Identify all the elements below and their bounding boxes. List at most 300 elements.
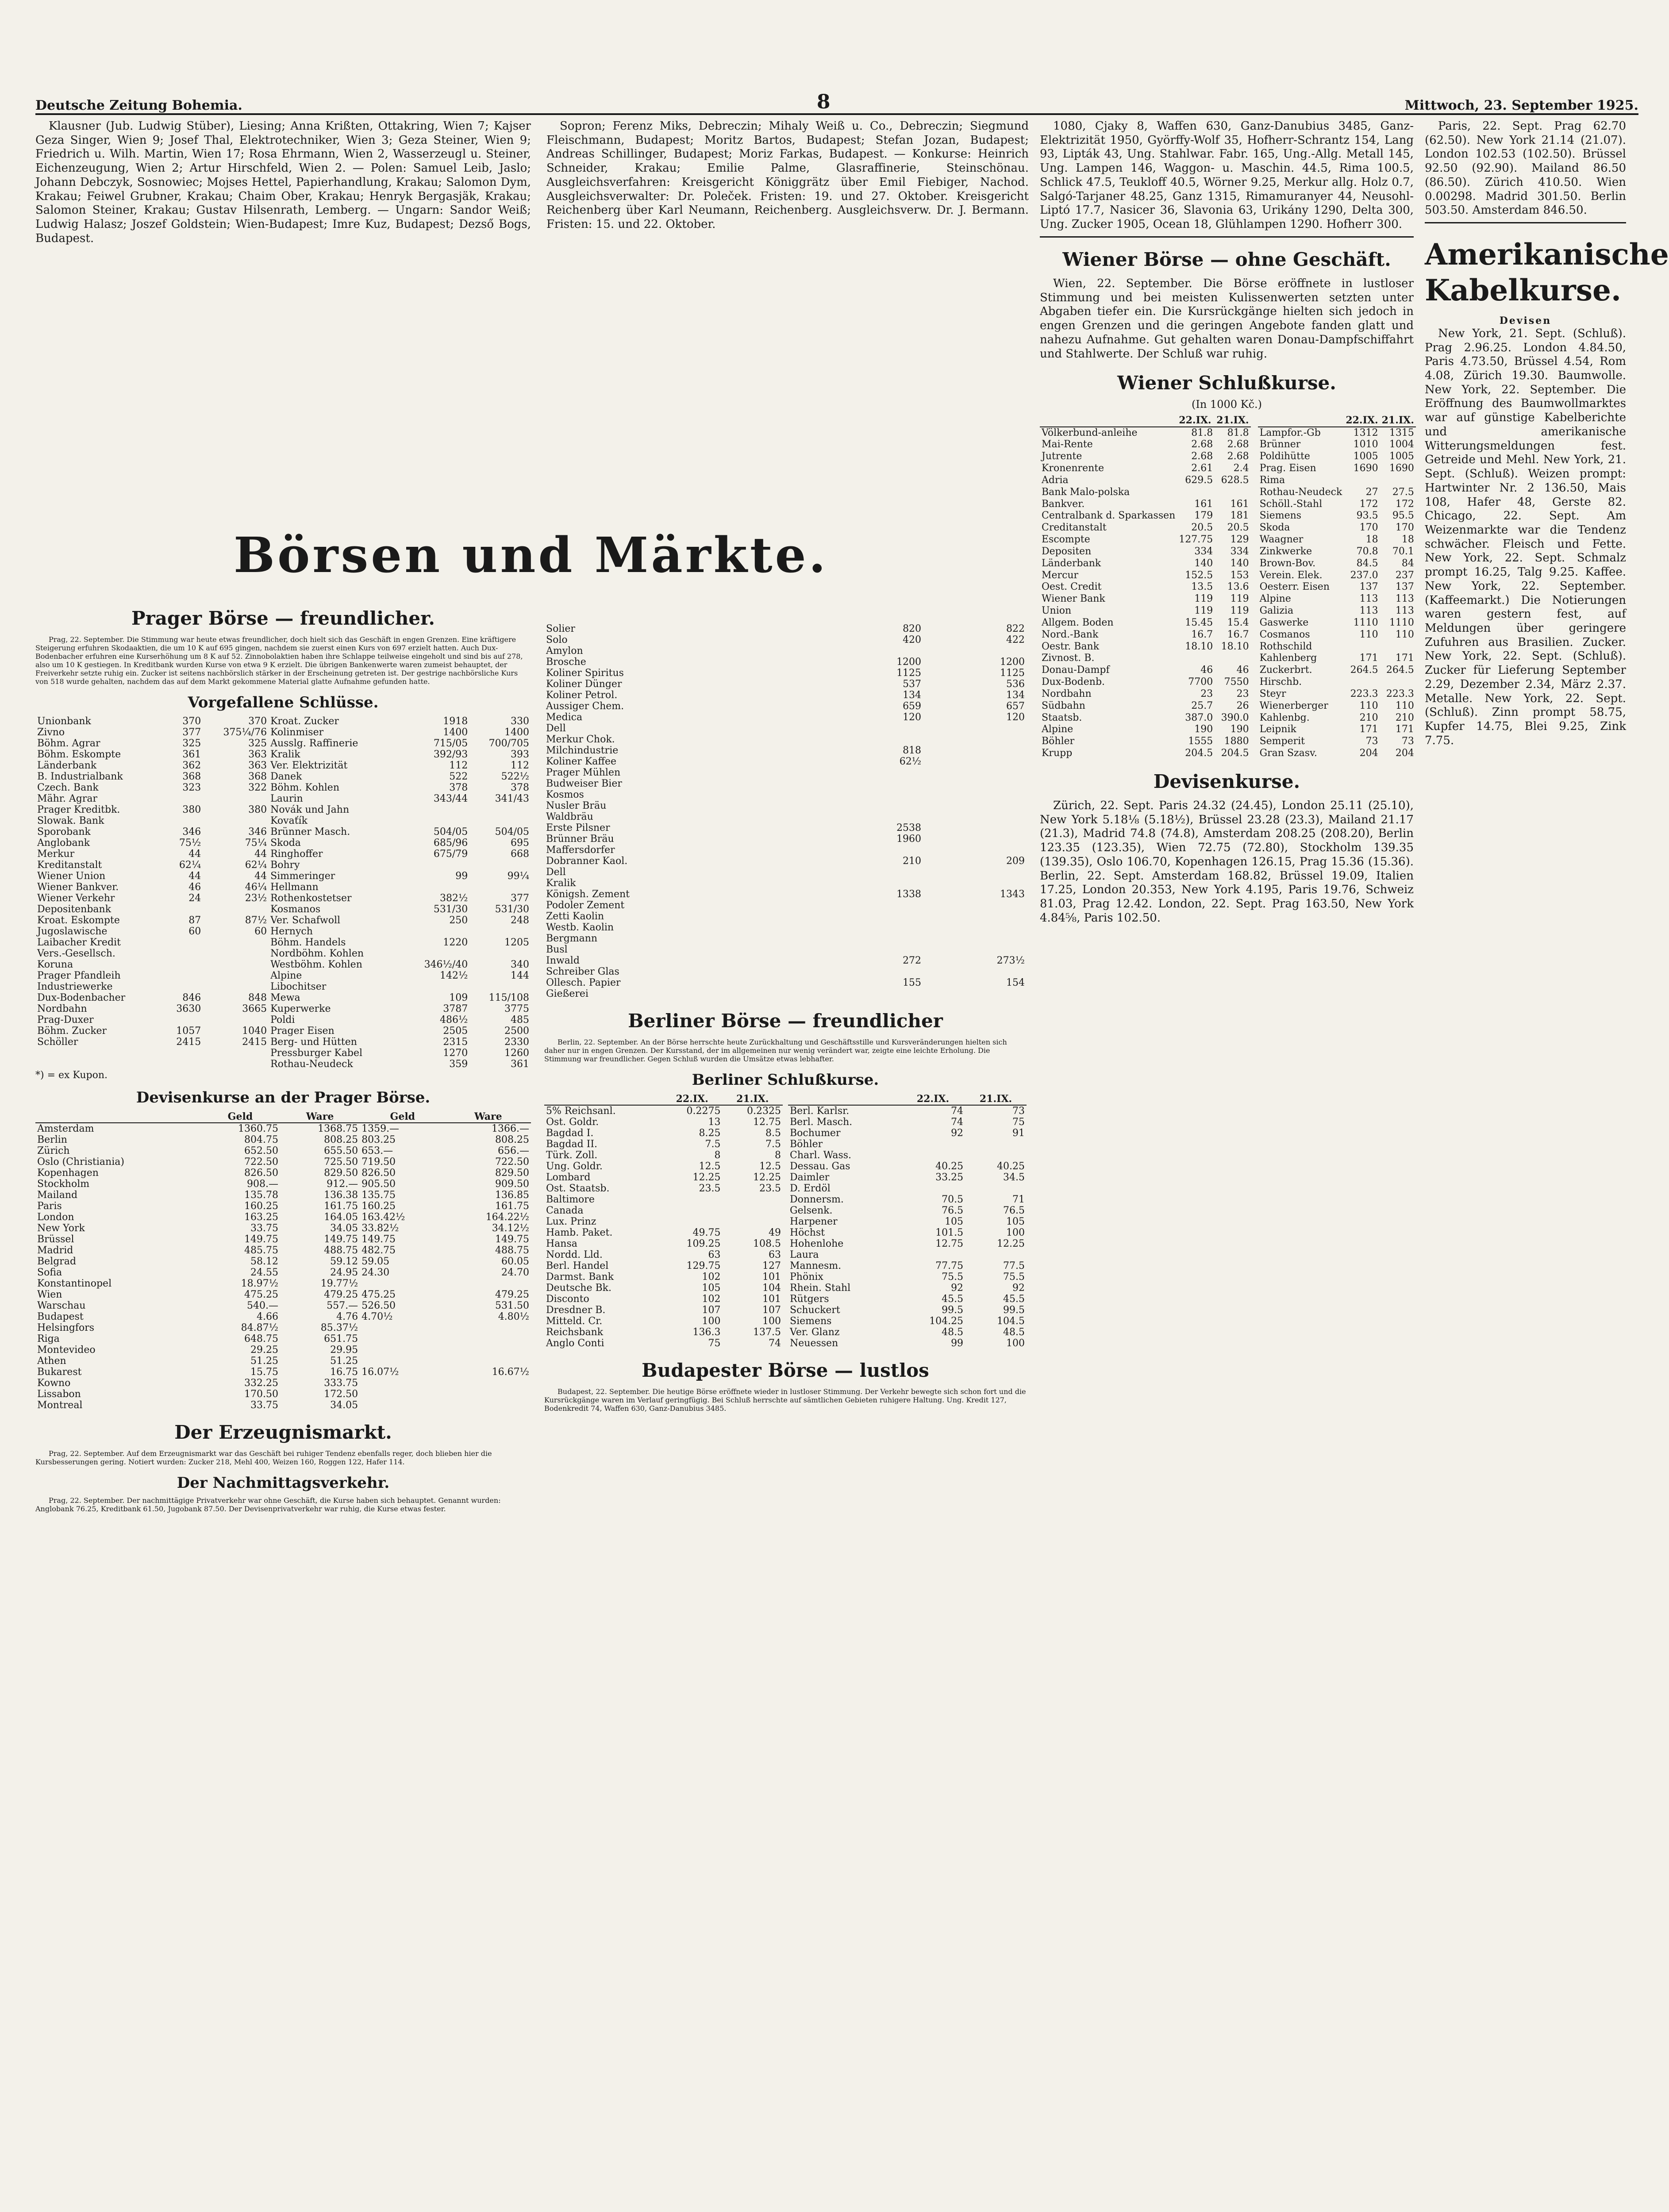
table-cell: Laibacher Kredit	[37, 937, 121, 948]
table-cell: 44	[188, 871, 201, 882]
table-row	[1258, 629, 1416, 641]
table-cell: Paris	[37, 1201, 62, 1212]
table-cell: 24.55	[250, 1267, 278, 1278]
table-cell: Mitteld. Cr.	[546, 1316, 603, 1327]
table-cell: 13.6	[1227, 581, 1249, 593]
berlin-column	[544, 597, 1027, 1516]
table-cell: 172	[1395, 498, 1414, 510]
table-cell: Nordbahn	[1042, 688, 1092, 699]
table-cell	[163, 1048, 203, 1059]
table-row	[1040, 724, 1251, 736]
main-title: Börsen und Märkte.	[234, 526, 828, 584]
table-row	[35, 1025, 531, 1037]
table-cell: 24.70	[501, 1267, 529, 1278]
table-cell: Maffersdorfer	[546, 845, 615, 856]
table-cell	[1380, 475, 1416, 487]
table-row	[544, 800, 1027, 811]
table-cell: 171	[1359, 653, 1378, 664]
table-cell: Völkerbund-anleihe	[1042, 427, 1138, 438]
table-cell: Ausslg. Raffinerie	[270, 738, 358, 749]
table-row	[544, 657, 1027, 668]
table-cell: 237	[1395, 569, 1414, 581]
table-cell: Gaswerke	[1259, 617, 1309, 628]
table-cell: Laura	[790, 1249, 819, 1260]
table-cell: 422	[1006, 634, 1025, 645]
table-cell	[830, 811, 923, 822]
table-cell: 58.12	[250, 1256, 278, 1267]
table-cell: Deutsche Bk.	[546, 1283, 611, 1294]
table-cell	[923, 900, 1027, 911]
table-cell: 330	[511, 716, 529, 727]
table-cell: 8.5	[765, 1128, 781, 1139]
table-row	[544, 1283, 783, 1294]
table-cell: Berl. Masch.	[790, 1117, 853, 1128]
table-cell: Wien	[37, 1289, 62, 1300]
table-cell: 5% Reichsanl.	[546, 1106, 616, 1117]
table-cell: 325	[248, 738, 267, 749]
table-cell	[203, 793, 269, 804]
table-cell: Rima	[1259, 474, 1285, 486]
table-row	[35, 837, 531, 849]
table-cell: 826.50	[361, 1167, 396, 1179]
table-cell	[830, 778, 923, 789]
table-cell	[1177, 487, 1215, 499]
table-cell: Berg- und Hütten	[270, 1037, 357, 1048]
table-row	[788, 1172, 1027, 1183]
table-row	[35, 1156, 531, 1167]
table-cell: 45.5	[1003, 1294, 1025, 1305]
table-cell: 818	[903, 745, 922, 756]
table-cell: Nordd. Lld.	[546, 1249, 603, 1260]
table-row	[1258, 641, 1416, 653]
table-row	[544, 623, 1027, 634]
table-row	[1258, 688, 1416, 700]
table-cell: Alpine	[1042, 724, 1073, 735]
table-row	[544, 1205, 783, 1216]
table-cell	[469, 948, 531, 959]
table-cell: 248	[511, 915, 529, 926]
table-cell: 48.5	[942, 1327, 964, 1338]
table-cell: Prager Pfandleih	[37, 970, 121, 981]
table-cell: 62¼	[179, 860, 201, 871]
table-cell: 488.75	[324, 1245, 358, 1256]
table-cell: 4.66	[257, 1311, 278, 1322]
table-cell: 99.5	[942, 1305, 964, 1316]
table-row	[544, 668, 1027, 679]
table-cell: Hellmann	[270, 882, 319, 893]
table-cell: Rütgers	[790, 1294, 829, 1305]
table-cell: 829.50	[495, 1167, 529, 1179]
table-header-cell: 21.IX.	[965, 1093, 1027, 1105]
table-cell: 522	[449, 771, 468, 782]
table-row	[1258, 499, 1416, 511]
table-row	[1040, 427, 1251, 439]
table-cell: 668	[511, 849, 529, 860]
table-cell: 536	[1006, 679, 1025, 690]
table-cell: Ver. Schafwoll	[270, 915, 341, 926]
table-row	[35, 893, 531, 904]
table-cell: Zivnost. B.	[1042, 653, 1095, 664]
table-cell	[446, 1356, 531, 1367]
table-cell: Prag-Duxer	[37, 1014, 94, 1025]
table-cell: 60	[188, 926, 201, 937]
table-row	[1258, 748, 1416, 760]
table-row	[544, 822, 1027, 833]
table-cell: Kolinmiser	[270, 727, 324, 738]
table-cell: 149.75	[361, 1234, 396, 1245]
table-cell: 223.3	[1386, 688, 1414, 699]
table-cell: 45.5	[942, 1294, 964, 1305]
table-cell: 12.75	[935, 1238, 964, 1249]
table-cell: Zuckerbrt.	[1259, 664, 1312, 676]
table-row	[788, 1271, 1027, 1283]
table-cell: 204.5	[1221, 747, 1249, 759]
table-cell	[923, 800, 1027, 811]
table-cell: 264.5	[1350, 664, 1378, 676]
table-cell: 340	[511, 959, 529, 970]
table-row	[35, 1267, 531, 1278]
table-cell: 29.25	[250, 1344, 278, 1356]
table-cell: 1555	[1188, 736, 1213, 747]
table-cell: 1040	[242, 1025, 267, 1037]
table-row	[1258, 605, 1416, 617]
table-cell	[203, 948, 269, 959]
amerikanische-text: New York, 21. Sept. (Schluß). Prag 2.96.25. London 4.84.50, Paris 4.73.50, Brüssel 4.54, Rom 4.08, Zürich 19.30. Baumwolle. New York, 22. September. Die Eröffnung des Baumwollmarktes war auf günstige Kabelberichte und amerikanische Witterungsmeldungen fest. Getreide und Mehl. New York, 21. Sept. (Schluß). Weizen prompt: Hartwinter Nr. 2 136.50, Mais 108, Hafer 48, Gerste 82. Chicago, 22. Sept. Am Weizenmarkte war die Tendenz schwächer. Fleisch und Fette. New York, 22. Sept. Schmalz prompt 16.25, Talg 9.25. Kaffee. New York, 22. September. (Kaffeemarkt.) Die Notierungen waren gestern fest, auf Meldungen über geringere Zufuhren aus Brasilien. Zucker. New York, 22. Sept. (Schluß). Zucker für Lieferung September 2.29, Dezember 2.34, März 2.37. Metalle. New York, 22. Sept. (Schluß). Zinn prompt 58.75, Kupfer 14.75, Blei 9.25, Zink 7.75.	[1425, 326, 1626, 747]
table-cell: 85.37½	[320, 1322, 358, 1333]
table-cell: 210	[1395, 712, 1414, 723]
table-cell: Schreiber Glas	[546, 966, 619, 977]
table-cell: 13	[708, 1117, 721, 1128]
table-header-cell: 22.IX.	[1344, 415, 1380, 427]
table-cell: 359	[449, 1059, 468, 1070]
table-cell	[923, 645, 1027, 657]
table-cell: 18	[1365, 534, 1378, 545]
table-cell	[901, 1183, 965, 1194]
table-cell: Ver. Glanz	[790, 1327, 840, 1338]
table-cell: Höchst	[790, 1227, 825, 1238]
table-cell: Kopenhagen	[37, 1167, 99, 1179]
berliner-boerse-text: Berlin, 22. September. An der Börse herrschte heute Zurückhaltung und Geschäftsstille und Kursveränderungen hielten sich daher nur in engen Grenzen. Der Kursstand, der im allgemeinen nur wenig verändert war, zeigte eine leichte Erholung. Die Stimmung war freundlicher. Gegen Schluß wurden die Umsätze etwas lebhafter.	[544, 1038, 1007, 1063]
table-row	[788, 1205, 1027, 1216]
vorgefallene-title: Vorgefallene Schlüsse.	[188, 694, 379, 711]
table-cell	[830, 723, 923, 734]
table-cell: Böhm. Eskompte	[37, 749, 121, 760]
table-cell: Prager Eisen	[270, 1025, 335, 1037]
table-row	[35, 804, 531, 815]
table-cell: 24	[188, 893, 201, 904]
table-header-cell: 22.IX.	[662, 1093, 723, 1105]
table-cell: 60.05	[501, 1256, 529, 1267]
table-cell: Koliner Kaffee	[546, 756, 617, 767]
table-cell: 2.68	[1227, 439, 1249, 450]
table-cell: 346	[182, 826, 201, 837]
table-cell: 392/93	[433, 749, 468, 760]
table-cell: Böhler	[1042, 736, 1075, 747]
table-cell: 526.50	[361, 1300, 396, 1311]
table-row	[35, 937, 531, 948]
table-cell: Poldi	[270, 1014, 295, 1025]
table-cell: 848	[248, 992, 267, 1003]
table-row	[788, 1227, 1027, 1238]
table-row	[544, 911, 1027, 922]
table-row	[35, 760, 531, 771]
table-row	[544, 701, 1027, 712]
table-cell	[446, 1322, 531, 1333]
table-cell: Oest. Credit	[1042, 581, 1102, 593]
table-cell: 378	[449, 782, 468, 793]
table-cell: 75½	[179, 837, 201, 849]
table-row	[1258, 700, 1416, 712]
table-row	[35, 1059, 531, 1070]
table-cell: 1359.—	[361, 1123, 400, 1134]
table-cell	[830, 800, 923, 811]
table-cell: 129	[1230, 534, 1249, 545]
table-cell: 70.5	[942, 1194, 964, 1205]
table-row	[1040, 451, 1251, 463]
table-row	[1258, 427, 1416, 439]
table-cell: 12.5	[699, 1161, 721, 1172]
table-row	[1040, 641, 1251, 653]
table-row	[35, 716, 531, 727]
prager-boerse-title: Prager Börse — freundlicher.	[131, 607, 435, 629]
table-cell	[469, 981, 531, 992]
table-cell: 16.7	[1227, 629, 1249, 640]
table-cell: Solo	[546, 634, 568, 645]
table-cell: 346½/40	[424, 959, 468, 970]
table-row	[35, 882, 531, 893]
table-row	[1040, 629, 1251, 641]
table-cell: 657	[1006, 701, 1025, 712]
table-cell: 12.25	[753, 1172, 781, 1183]
table-cell: 377	[511, 893, 529, 904]
table-row	[1040, 499, 1251, 511]
wiener-schluss-tables	[1040, 415, 1414, 760]
table-cell: 105	[1006, 1216, 1025, 1227]
table-cell: Staatsb.	[1042, 712, 1082, 723]
table-cell: 485.75	[244, 1245, 278, 1256]
table-cell: 136.38	[324, 1190, 358, 1201]
table-row	[544, 955, 1027, 966]
table-row	[35, 1201, 531, 1212]
table-row	[1040, 736, 1251, 748]
table-cell: Inwald	[546, 955, 580, 966]
table-cell: 390.0	[1221, 712, 1249, 723]
table-cell: 4.76	[336, 1311, 358, 1322]
table-row	[1040, 463, 1251, 475]
table-cell: Novák und Jahn	[270, 804, 350, 815]
table-cell	[923, 845, 1027, 856]
table-row	[544, 767, 1027, 778]
table-cell: Industriewerke	[37, 981, 113, 992]
table-row	[35, 815, 531, 826]
table-row	[544, 933, 1027, 944]
table-cell: 135.78	[244, 1190, 278, 1201]
table-cell: 475.25	[244, 1289, 278, 1300]
table-row	[1258, 451, 1416, 463]
table-cell: 81.8	[1191, 427, 1213, 438]
table-cell: Vers.-Gesellsch.	[37, 948, 115, 959]
table-row	[1040, 664, 1251, 676]
table-cell: 181	[1230, 510, 1249, 522]
table-row	[35, 871, 531, 882]
table-cell: 363	[248, 749, 267, 760]
table-row	[788, 1238, 1027, 1249]
table-cell: 209	[1006, 856, 1025, 867]
table-cell	[360, 1322, 445, 1333]
table-cell: 479.25	[324, 1289, 358, 1300]
table-row	[544, 1194, 783, 1205]
table-cell: 628.5	[1221, 474, 1249, 486]
table-header-cell	[788, 1093, 901, 1105]
table-row	[544, 1327, 783, 1338]
table-cell: 160.25	[361, 1201, 396, 1212]
table-cell: 51.25	[250, 1356, 278, 1367]
table-row	[35, 1145, 531, 1156]
table-cell: 113	[1395, 605, 1414, 617]
table-cell: Czech. Bank	[37, 782, 99, 793]
table-row	[788, 1139, 1027, 1150]
table-cell: Länderbank	[1042, 557, 1101, 569]
table-cell: 75¼	[245, 837, 267, 849]
table-cell: 127	[762, 1260, 781, 1271]
table-cell: Gießerei	[546, 988, 588, 999]
table-cell: 20.5	[1191, 522, 1213, 534]
table-cell: 92	[951, 1128, 964, 1139]
table-cell: 656.—	[498, 1145, 529, 1156]
table-row	[1258, 522, 1416, 534]
table-cell: Budweiser Bier	[546, 778, 622, 789]
table-row	[544, 1249, 783, 1260]
table-cell	[35, 1059, 163, 1070]
table-row	[1258, 475, 1416, 487]
table-cell: 1110	[1353, 617, 1378, 628]
table-cell: 725.50	[324, 1156, 358, 1167]
table-cell: 808.25	[495, 1134, 529, 1145]
table-row	[544, 679, 1027, 690]
table-row	[788, 1128, 1027, 1139]
table-row	[1040, 510, 1251, 522]
table-row	[35, 959, 531, 970]
table-cell: Budapest	[37, 1311, 84, 1322]
table-cell: Medica	[546, 712, 583, 723]
table-cell: 15.45	[1185, 617, 1213, 628]
table-row	[35, 1344, 531, 1356]
table-cell: 2.68	[1191, 439, 1213, 450]
table-row	[544, 845, 1027, 856]
table-cell: 75.5	[942, 1271, 964, 1283]
table-row	[1258, 463, 1416, 475]
table-cell: 1366.—	[492, 1123, 529, 1134]
table-cell: 137	[1359, 581, 1378, 593]
table-row	[35, 1322, 531, 1333]
table-cell: Adria	[1042, 474, 1069, 486]
table-row	[35, 926, 531, 937]
table-cell: Länderbank	[37, 760, 97, 771]
table-cell	[923, 767, 1027, 778]
table-cell: 149.75	[324, 1234, 358, 1245]
table-cell: London	[37, 1212, 74, 1223]
table-header-cell: 21.IX.	[1380, 415, 1416, 427]
table-row	[35, 1003, 531, 1014]
table-cell: 1918	[443, 716, 468, 727]
table-cell: 107	[702, 1305, 721, 1316]
table-cell: Kowno	[37, 1378, 71, 1389]
table-cell: 112	[449, 760, 468, 771]
table-cell: 179	[1194, 510, 1213, 522]
berliner-schluss-table-b	[788, 1093, 1027, 1349]
table-cell: 120	[1006, 712, 1025, 723]
table-cell: 16.07½	[361, 1367, 399, 1378]
table-row	[35, 1256, 531, 1267]
table-cell: 102	[702, 1271, 721, 1283]
table-row	[544, 1260, 783, 1271]
table-cell: Bank Malo-polska	[1042, 486, 1130, 498]
table-row	[1040, 475, 1251, 487]
table-cell	[722, 1216, 783, 1227]
table-cell: 164.05	[324, 1212, 358, 1223]
table-cell: Allgem. Boden	[1042, 617, 1114, 628]
table-row	[1258, 676, 1416, 688]
table-cell	[722, 1194, 783, 1205]
table-cell: 531/30	[495, 904, 529, 915]
table-cell: 272	[903, 955, 922, 966]
table-cell	[923, 778, 1027, 789]
table-cell: 33.82½	[361, 1223, 399, 1234]
table-cell: Oesterr. Eisen	[1259, 581, 1330, 593]
table-cell: 44	[254, 871, 267, 882]
table-cell	[923, 867, 1027, 878]
table-cell: 12.25	[997, 1238, 1025, 1249]
table-cell: 537	[903, 679, 922, 690]
table-cell: 1368.75	[318, 1123, 358, 1134]
table-row	[35, 1014, 531, 1025]
table-cell: 46	[1236, 664, 1249, 676]
table-cell: Laurin	[270, 793, 303, 804]
table-cell: 63	[769, 1249, 781, 1260]
table-cell	[360, 1344, 445, 1356]
table-cell	[830, 900, 923, 911]
table-cell: 91	[1012, 1128, 1025, 1139]
table-header-cell: Ware	[446, 1111, 531, 1123]
table-cell: Koruna	[37, 959, 73, 970]
table-cell: 264.5	[1386, 664, 1414, 676]
table-row	[35, 1333, 531, 1344]
table-cell: 653.—	[361, 1145, 393, 1156]
table-cell: Kosmanos	[270, 904, 321, 915]
table-cell: 93.5	[1356, 510, 1378, 522]
wiener-schluss-table-b	[1258, 415, 1416, 760]
table-cell: Waldbräu	[546, 811, 593, 822]
table-cell: 1880	[1224, 736, 1249, 747]
table-cell: Skoda	[270, 837, 301, 849]
table-cell	[446, 1278, 531, 1289]
table-cell: Böhler	[790, 1139, 823, 1150]
table-cell: 475.25	[361, 1289, 396, 1300]
table-cell: 375¼/76	[223, 727, 267, 738]
table-cell: 485	[511, 1014, 529, 1025]
table-cell	[163, 981, 203, 992]
table-row	[35, 749, 531, 760]
table-row	[544, 878, 1027, 889]
table-row	[35, 1037, 531, 1048]
table-cell: 223.3	[1350, 688, 1378, 699]
table-cell: 20.5	[1227, 522, 1249, 534]
table-cell: 557.—	[327, 1300, 358, 1311]
table-cell: Zürich	[37, 1145, 70, 1156]
table-cell: 99	[951, 1338, 964, 1349]
table-cell: 109.25	[686, 1238, 721, 1249]
table-cell: Kovaťík	[270, 815, 308, 826]
